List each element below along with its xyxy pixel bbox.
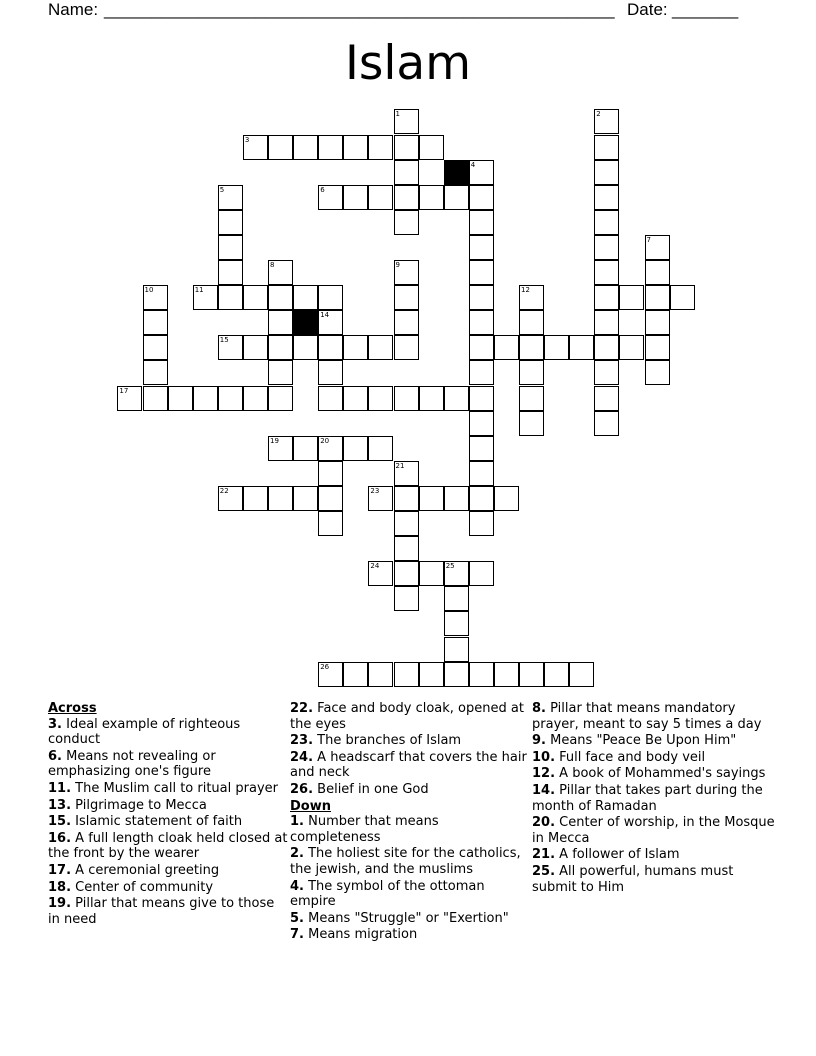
grid-cell[interactable] xyxy=(394,662,419,687)
grid-cell[interactable] xyxy=(469,285,494,310)
grid-cell[interactable] xyxy=(394,160,419,185)
clue-number: 9. xyxy=(532,733,546,749)
grid-cell[interactable] xyxy=(268,310,293,335)
grid-cell[interactable] xyxy=(594,285,619,310)
clue-item xyxy=(290,701,530,732)
grid-cell[interactable] xyxy=(619,285,644,310)
clue-text: Islamic statement of faith xyxy=(71,814,243,830)
grid-cell[interactable] xyxy=(645,235,670,260)
grid-cell[interactable] xyxy=(519,360,544,385)
clue-number: 12 xyxy=(521,286,530,295)
grid-cell[interactable] xyxy=(670,285,695,310)
clue-item xyxy=(290,879,530,910)
clue-item xyxy=(532,733,782,749)
clue-number: 1. xyxy=(290,814,304,830)
clue-number: 4. xyxy=(290,878,304,894)
clue-number: 18. xyxy=(48,879,72,895)
clue-number: 10 xyxy=(144,286,154,295)
grid-cell[interactable] xyxy=(343,135,368,160)
clue-item xyxy=(48,814,288,830)
grid-cell[interactable] xyxy=(368,662,393,687)
grid-cell[interactable] xyxy=(268,386,293,411)
grid-cell[interactable] xyxy=(419,185,444,210)
grid-cell[interactable] xyxy=(444,586,469,611)
clue-item xyxy=(290,911,530,927)
grid-cell[interactable] xyxy=(594,160,619,185)
grid-cell[interactable] xyxy=(394,135,419,160)
grid-cell[interactable] xyxy=(594,260,619,285)
grid-cell[interactable] xyxy=(444,386,469,411)
clue-number: 11. xyxy=(48,780,72,796)
grid-cell[interactable] xyxy=(444,486,469,511)
clue-item xyxy=(290,733,530,749)
grid-cell[interactable] xyxy=(394,586,419,611)
clue-number: 2. xyxy=(290,846,304,862)
clue-text: Pillar that means mandatory prayer, meant to say 5 times a day xyxy=(532,701,762,732)
clue-item xyxy=(532,783,782,814)
clue-number: 10. xyxy=(532,749,556,765)
grid-cell[interactable] xyxy=(419,561,444,586)
grid-cell[interactable] xyxy=(419,486,444,511)
grid-cell[interactable] xyxy=(268,335,293,360)
grid-cell[interactable] xyxy=(569,335,594,360)
clue-item xyxy=(532,750,782,766)
clue-item xyxy=(290,846,530,877)
clue-number: 24 xyxy=(370,562,380,571)
grid-cell[interactable] xyxy=(519,411,544,436)
grid-cell[interactable] xyxy=(469,260,494,285)
grid-cell[interactable] xyxy=(343,662,368,687)
grid-cell[interactable] xyxy=(318,436,343,461)
grid-cell[interactable] xyxy=(594,235,619,260)
grid-cell[interactable] xyxy=(469,561,494,586)
clue-item xyxy=(532,701,782,732)
grid-cell[interactable] xyxy=(218,486,243,511)
clue-item xyxy=(532,815,782,846)
clue-number: 14. xyxy=(532,782,556,798)
clue-text: Means "Peace Be Upon Him" xyxy=(545,733,737,749)
grid-cell[interactable] xyxy=(293,285,318,310)
grid-cell[interactable] xyxy=(143,285,168,310)
clue-text: Pillar that takes part during the month of Ramadan xyxy=(532,782,763,814)
grid-cell[interactable] xyxy=(368,335,393,360)
grid-cell[interactable] xyxy=(218,185,243,210)
grid-cell[interactable] xyxy=(394,210,419,235)
grid-cell[interactable] xyxy=(318,360,343,385)
grid-cell[interactable] xyxy=(544,662,569,687)
clue-text: Belief in one God xyxy=(313,781,429,797)
black-square xyxy=(293,310,318,335)
clue-number: 7. xyxy=(290,927,304,943)
grid-cell[interactable] xyxy=(143,335,168,360)
clue-number: 8 xyxy=(270,261,275,269)
page-title: Islam xyxy=(345,36,471,91)
clue-text: Full face and body veil xyxy=(555,749,706,765)
grid-cell[interactable] xyxy=(143,360,168,385)
clue-number: 9 xyxy=(395,261,400,269)
clue-number: 1 xyxy=(395,110,400,119)
date-line[interactable]: _______ xyxy=(672,0,739,19)
grid-cell[interactable] xyxy=(293,486,318,511)
grid-cell[interactable] xyxy=(469,461,494,486)
grid-cell[interactable] xyxy=(368,436,393,461)
clue-number: 14 xyxy=(320,311,330,320)
clue-item xyxy=(532,847,782,863)
clue-number: 3 xyxy=(244,135,250,144)
clue-number: 26. xyxy=(290,781,314,797)
clue-column-3 xyxy=(532,701,782,896)
grid-cell[interactable] xyxy=(419,135,444,160)
clue-item xyxy=(290,814,530,845)
grid-cell[interactable] xyxy=(469,185,494,210)
clue-number: 6. xyxy=(48,748,62,764)
grid-cell[interactable] xyxy=(494,335,519,360)
clue-item xyxy=(48,880,288,896)
grid-cell[interactable] xyxy=(469,360,494,385)
clue-text: Pilgrimage to Mecca xyxy=(71,797,207,813)
clue-text: Center of community xyxy=(71,879,214,895)
grid-cell[interactable] xyxy=(143,310,168,335)
grid-cell[interactable] xyxy=(594,335,619,360)
clue-text: All powerful, humans must submit to Him xyxy=(532,863,734,895)
clue-number: 3. xyxy=(48,716,62,732)
grid-cell[interactable] xyxy=(569,662,594,687)
grid-cell[interactable] xyxy=(318,185,343,210)
clue-text: Pillar that means give to those in need xyxy=(48,896,275,927)
clue-item xyxy=(290,750,530,781)
clue-text: A full length cloak held closed at the front by the wearer xyxy=(48,830,288,862)
clue-item xyxy=(48,717,288,748)
grid-cell[interactable] xyxy=(243,285,268,310)
grid-cell[interactable] xyxy=(318,310,343,335)
clue-number: 24. xyxy=(290,749,314,765)
across-heading: Across xyxy=(48,701,97,716)
grid-cell[interactable] xyxy=(368,135,393,160)
grid-cell[interactable] xyxy=(519,310,544,335)
grid-cell[interactable] xyxy=(494,662,519,687)
clue-item xyxy=(532,864,782,895)
clue-number: 2 xyxy=(596,110,601,119)
grid-cell[interactable] xyxy=(594,210,619,235)
grid-cell[interactable] xyxy=(444,185,469,210)
grid-cell[interactable] xyxy=(645,360,670,385)
clue-number: 5. xyxy=(290,910,304,926)
clue-text: The Muslim call to ritual prayer xyxy=(71,780,278,796)
grid-cell[interactable] xyxy=(394,285,419,310)
clue-number: 25 xyxy=(445,562,455,571)
clue-text: The holiest site for the catholics, the jewish, and the muslims xyxy=(290,846,521,877)
clue-text: The branches of Islam xyxy=(313,733,462,749)
clue-text: A book of Mohammed's sayings xyxy=(555,766,766,782)
clue-item xyxy=(290,782,530,798)
grid-cell[interactable] xyxy=(193,386,218,411)
clue-text: A headscarf that covers the hair and neck xyxy=(290,749,527,781)
grid-cell[interactable] xyxy=(594,411,619,436)
clue-item xyxy=(290,927,530,943)
clue-number: 22 xyxy=(219,486,229,495)
grid-cell[interactable] xyxy=(268,135,293,160)
grid-cell[interactable] xyxy=(168,386,193,411)
grid-cell[interactable] xyxy=(268,285,293,310)
grid-cell[interactable] xyxy=(394,185,419,210)
grid-cell[interactable] xyxy=(519,335,544,360)
down-heading: Down xyxy=(290,798,331,814)
grid-cell[interactable] xyxy=(469,386,494,411)
clue-item xyxy=(532,766,782,782)
clue-number: 16. xyxy=(48,830,72,846)
grid-cell[interactable] xyxy=(143,386,168,411)
grid-cell[interactable] xyxy=(494,486,519,511)
grid-cell[interactable] xyxy=(243,486,268,511)
grid-cell[interactable] xyxy=(469,160,494,185)
name-label: Name: xyxy=(48,0,99,19)
grid-cell[interactable] xyxy=(394,109,419,134)
grid-cell[interactable] xyxy=(394,461,419,486)
clue-item xyxy=(48,831,288,862)
clue-item xyxy=(48,749,288,780)
clue-number: 23. xyxy=(290,733,314,749)
clue-item xyxy=(48,798,288,814)
grid-cell[interactable] xyxy=(343,335,368,360)
grid-cell[interactable] xyxy=(243,386,268,411)
grid-cell[interactable] xyxy=(444,611,469,636)
clue-number: 19. xyxy=(48,896,72,912)
clue-text: Means not revealing or emphasizing one's figure xyxy=(48,748,216,780)
grid-cell[interactable] xyxy=(268,260,293,285)
grid-cell[interactable] xyxy=(469,235,494,260)
grid-cell[interactable] xyxy=(444,637,469,662)
grid-cell[interactable] xyxy=(519,662,544,687)
clue-number: 6 xyxy=(320,185,325,194)
grid-cell[interactable] xyxy=(594,310,619,335)
clue-number: 17. xyxy=(48,862,72,878)
grid-cell[interactable] xyxy=(318,511,343,536)
clue-text: Center of worship, in the Mosque in Mecca xyxy=(532,815,775,846)
name-line[interactable]: ______________________________________________________ xyxy=(104,0,615,19)
grid-cell[interactable] xyxy=(394,536,419,561)
grid-cell[interactable] xyxy=(619,335,644,360)
clue-text: A ceremonial greeting xyxy=(71,862,220,878)
grid-cell[interactable] xyxy=(218,285,243,310)
grid-cell[interactable] xyxy=(318,335,343,360)
grid-cell[interactable] xyxy=(268,486,293,511)
grid-cell[interactable] xyxy=(594,360,619,385)
grid-cell[interactable] xyxy=(293,436,318,461)
clue-number: 5 xyxy=(219,185,225,194)
grid-cell[interactable] xyxy=(193,285,218,310)
grid-cell[interactable] xyxy=(519,285,544,310)
grid-cell[interactable] xyxy=(117,386,142,411)
grid-cell[interactable] xyxy=(444,561,469,586)
clue-text: Ideal example of righteous conduct xyxy=(48,716,241,748)
clue-number: 20. xyxy=(532,815,556,831)
black-square xyxy=(444,160,469,185)
grid-cell[interactable] xyxy=(218,260,243,285)
grid-cell[interactable] xyxy=(368,486,393,511)
grid-cell[interactable] xyxy=(343,436,368,461)
grid-cell[interactable] xyxy=(394,335,419,360)
clue-text: Face and body cloak, opened at the eyes xyxy=(290,701,524,732)
clue-item xyxy=(48,781,288,797)
grid-cell[interactable] xyxy=(218,210,243,235)
grid-cell[interactable] xyxy=(469,210,494,235)
grid-cell[interactable] xyxy=(394,486,419,511)
grid-cell[interactable] xyxy=(368,386,393,411)
grid-cell[interactable] xyxy=(293,335,318,360)
grid-cell[interactable] xyxy=(318,662,343,687)
grid-cell[interactable] xyxy=(368,561,393,586)
clue-text: The symbol of the ottoman empire xyxy=(290,878,485,910)
grid-cell[interactable] xyxy=(394,561,419,586)
grid-cell[interactable] xyxy=(594,185,619,210)
grid-cell[interactable] xyxy=(343,386,368,411)
grid-cell[interactable] xyxy=(519,386,544,411)
grid-cell[interactable] xyxy=(268,360,293,385)
clue-number: 22. xyxy=(290,701,314,716)
clue-number: 11 xyxy=(194,286,204,295)
clue-number: 19 xyxy=(270,436,279,445)
grid-cell[interactable] xyxy=(645,285,670,310)
grid-cell[interactable] xyxy=(444,662,469,687)
grid-cell[interactable] xyxy=(268,436,293,461)
grid-cell[interactable] xyxy=(419,662,444,687)
grid-cell[interactable] xyxy=(645,260,670,285)
clue-text: Number that means completeness xyxy=(290,814,439,845)
grid-cell[interactable] xyxy=(645,310,670,335)
clue-number: 7 xyxy=(646,235,651,244)
grid-cell[interactable] xyxy=(318,461,343,486)
grid-cell[interactable] xyxy=(318,486,343,511)
clue-text: A follower of Islam xyxy=(555,847,680,863)
grid-cell[interactable] xyxy=(469,310,494,335)
grid-cell[interactable] xyxy=(343,185,368,210)
clue-number: 20 xyxy=(320,436,330,445)
grid-cell[interactable] xyxy=(368,185,393,210)
grid-cell[interactable] xyxy=(218,335,243,360)
grid-cell[interactable] xyxy=(469,411,494,436)
clue-item xyxy=(48,896,288,927)
grid-cell[interactable] xyxy=(318,386,343,411)
grid-cell[interactable] xyxy=(394,310,419,335)
grid-cell[interactable] xyxy=(218,386,243,411)
clue-number: 26 xyxy=(320,662,330,671)
grid-cell[interactable] xyxy=(645,335,670,360)
clue-number: 21 xyxy=(395,461,405,470)
clue-number: 23 xyxy=(370,486,380,495)
clue-number: 8. xyxy=(532,701,546,716)
clue-number: 15. xyxy=(48,814,72,830)
clue-item xyxy=(48,863,288,879)
grid-cell[interactable] xyxy=(318,285,343,310)
grid-cell[interactable] xyxy=(469,436,494,461)
grid-cell[interactable] xyxy=(218,235,243,260)
clue-text: Means "Struggle" or "Exertion" xyxy=(303,910,509,926)
grid-cell[interactable] xyxy=(544,335,569,360)
grid-cell[interactable] xyxy=(469,662,494,687)
grid-cell[interactable] xyxy=(243,335,268,360)
grid-cell[interactable] xyxy=(469,511,494,536)
grid-cell[interactable] xyxy=(394,386,419,411)
clue-number: 17 xyxy=(119,386,129,395)
clue-number: 15 xyxy=(219,336,229,345)
grid-cell[interactable] xyxy=(394,511,419,536)
clue-number: 13. xyxy=(48,797,72,813)
clue-number: 12. xyxy=(532,766,556,782)
grid-cell[interactable] xyxy=(594,109,619,134)
clue-text: Means migration xyxy=(303,927,418,943)
grid-cell[interactable] xyxy=(318,135,343,160)
clue-column-2 xyxy=(290,701,530,944)
grid-cell[interactable] xyxy=(293,135,318,160)
grid-cell[interactable] xyxy=(469,486,494,511)
grid-cell[interactable] xyxy=(243,135,268,160)
clue-number: 25. xyxy=(532,863,556,879)
clue-column-1 xyxy=(48,701,288,928)
grid-cell[interactable] xyxy=(594,135,619,160)
clue-number: 4 xyxy=(470,160,476,169)
clue-number: 21. xyxy=(532,847,556,863)
grid-cell[interactable] xyxy=(594,386,619,411)
grid-cell[interactable] xyxy=(394,260,419,285)
grid-cell[interactable] xyxy=(419,386,444,411)
date-label: Date: xyxy=(627,0,668,19)
grid-cell[interactable] xyxy=(469,335,494,360)
